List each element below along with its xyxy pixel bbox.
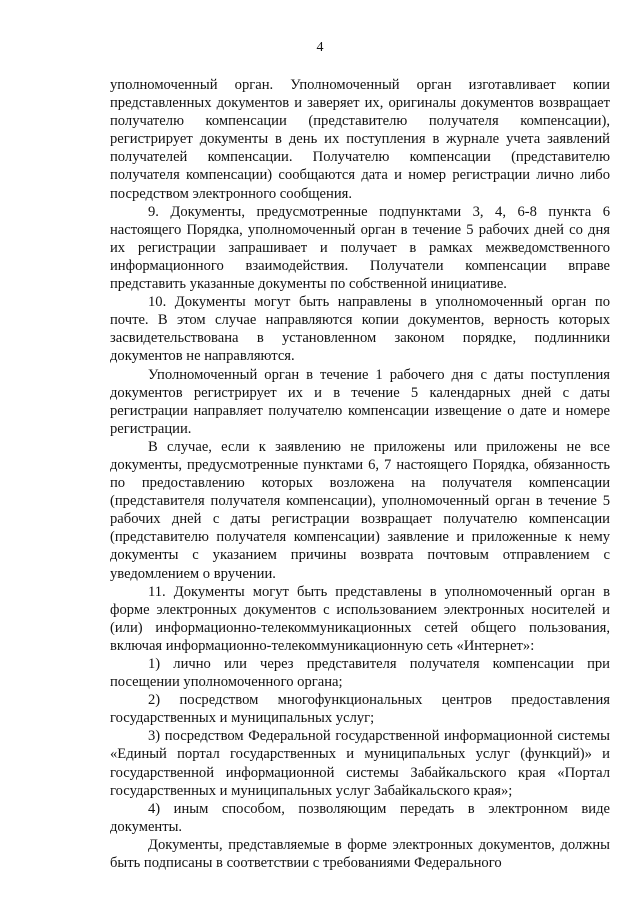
document-body [110,76,610,872]
paragraph-item-9: 9. Документы, предусмотренные подпунктами 3, 4, 6-8 пункта 6 настоящего Порядка, уполномоченный орган в течение 5 рабочих дней со дня их регистрации запрашивает и получает в рамках межведомственного информационного взаимодействия. Получатели компенсации вправе представить указанные документы по собственной инициативе. [110,203,610,293]
list-item-2: 2) посредством многофункциональных центров предоставления государственных и муниципальных услуг; [110,692,610,727]
list-item-4: 4) иным способом, позволяющим передать в электронном виде документы. [110,800,610,835]
list-item-1: 1) лично или через представителя получателя компенсации при посещении уполномоченного органа; [110,656,610,691]
paragraph-item-11: 11. Документы могут быть представлены в уполномоченный орган в форме электронных документов с использованием электронных носителей и (или) информационно-телекоммуникационных сетей общего пользования, включая информационно-телекоммуникационную сеть «Интернет»: [110,583,610,654]
page-number: 4 [316,40,324,55]
paragraph-continuation: уполномоченный орган. Уполномоченный орган изготавливает копии представленных документов и заверяет их, оригиналы документов возвращает получателю компенсации (представителю получателя компенсации), регистрирует документы в день их поступления в журнале учета заявлений получателей компенсации. Получателю компенсации (представителю получателя компенсации) сообщаются дата и номер регистрации лично либо посредством электронного сообщения. [110,77,610,202]
paragraph-return: В случае, если к заявлению не приложены или приложены не все документы, предусмотренные пунктами 6, 7 настоящего Порядка, обязанность по предоставлению которых возложена на получателя компенсации (представителя получателя компенсации), уполномоченный орган в течение 5 рабочих дней с даты регистрации возвращает получателю компенсации (представителю получателя компенсации) заявление и приложенные к нему документы с указанием причины возврата почтовым отправлением с уведомлением о вручении. [110,438,610,582]
paragraph-electronic-documents: Документы, представляемые в форме электронных документов, должны быть подписаны в соответствии с требованиями Федерального [110,836,610,872]
paragraph-item-10: 10. Документы могут быть направлены в уполномоченный орган по почте. В этом случае направляются копии документов, верность которых засвидетельствована в установленном законом порядке, подлинники документов не направляются. [110,294,610,365]
list-item-3: 3) посредством Федеральной государственной информационной системы «Единый портал государственных и муниципальных услуг (функций)» и государственной информационной системы Забайкальского края «Портал государственных и муниципальных услуг Забайкальского края»; [110,728,610,799]
paragraph-registration: Уполномоченный орган в течение 1 рабочего дня с даты поступления документов регистрирует их и в течение 5 календарных дней с даты регистрации направляет получателю компенсации извещение о дате и номере регистрации. [110,366,610,437]
